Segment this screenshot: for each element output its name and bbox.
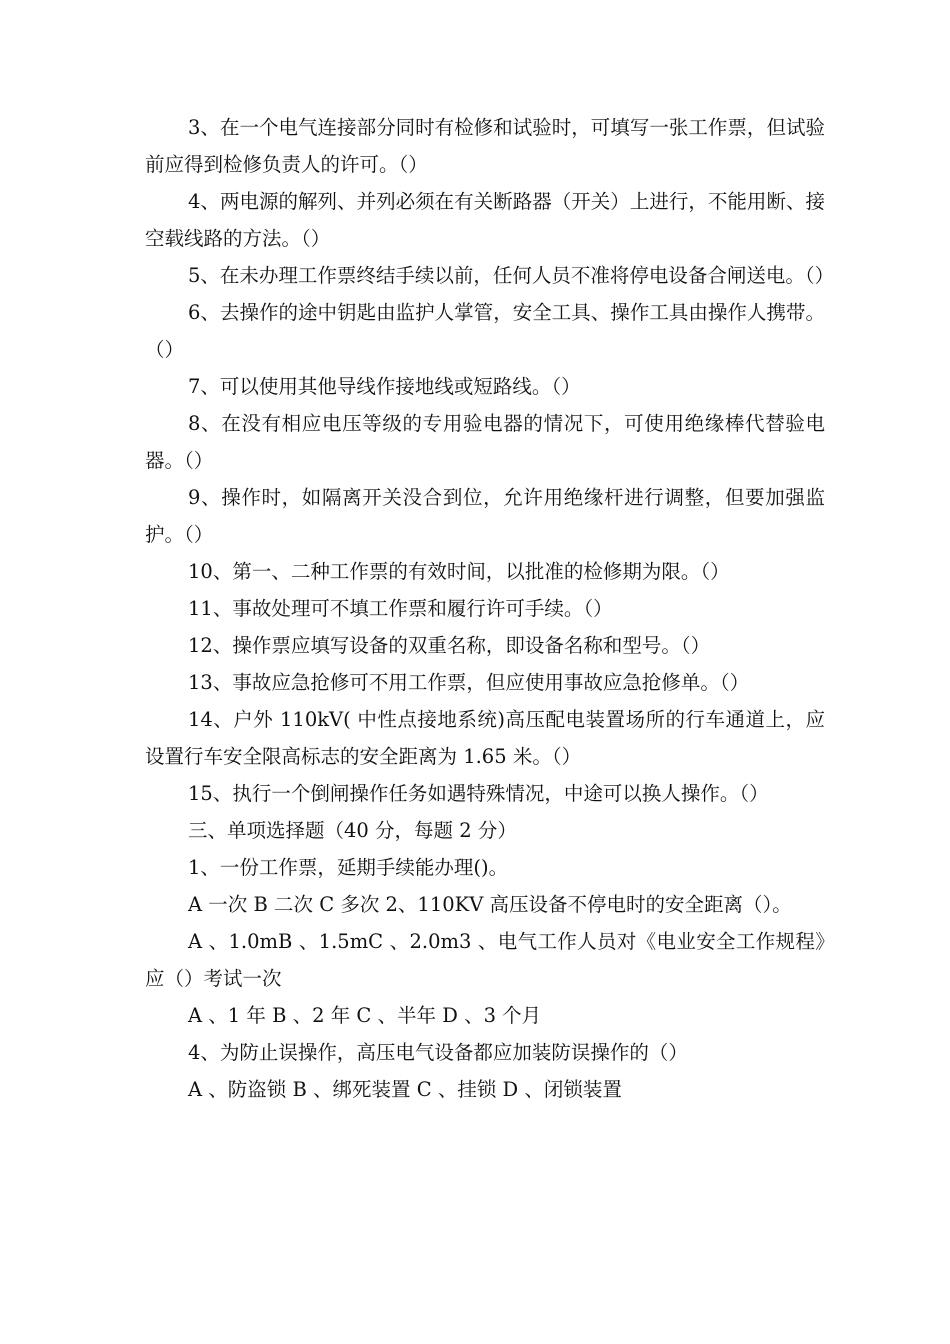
paragraph-q9: 9、操作时，如隔离开关没合到位，允许用绝缘杆进行调整，但要加强监护。（） bbox=[145, 486, 825, 546]
choice-options-2-and-question-3: A 、1.0mB 、1.5mC 、2.0m3 、电气工作人员对《电业安全工作规程》应（）考试一次 bbox=[145, 930, 825, 990]
paragraph-q6: 6、去操作的途中钥匙由监护人掌管，安全工具、操作工具由操作人携带。（） bbox=[145, 301, 825, 361]
document-body bbox=[145, 109, 835, 1108]
paragraph-q5: 5、在未办理工作票终结手续以前，任何人员不准将停电设备合闸送电。（） bbox=[188, 264, 835, 287]
choice-options-4: A 、防盗锁 B 、绑死装置 C 、挂锁 D 、闭锁装置 bbox=[188, 1078, 622, 1101]
paragraph-q7: 7、可以使用其他导线作接地线或短路线。（） bbox=[188, 375, 581, 398]
choice-options-1-and-question-2: A 一次 B 二次 C 多次 2、110KV 高压设备不停电时的安全距离（）。 bbox=[188, 893, 792, 916]
paragraph-q15: 15、执行一个倒闸操作任务如遇特殊情况，中途可以换人操作。（） bbox=[188, 782, 769, 805]
paragraph-q13: 13、事故应急抢修可不用工作票，但应使用事故应急抢修单。（） bbox=[188, 671, 750, 694]
paragraph-q14: 14、户外 110kV( 中性点接地系统)高压配电装置场所的行车通道上，应设置行车安全限高标志的安全距离为 1.65 米。（） bbox=[145, 708, 825, 768]
paragraph-q11: 11、事故处理可不填工作票和履行许可手续。（） bbox=[188, 597, 613, 620]
section-heading: 三、单项选择题（40 分，每题 2 分） bbox=[188, 819, 517, 842]
paragraph-q10: 10、第一、二种工作票的有效时间，以批准的检修期为限。（） bbox=[188, 560, 730, 583]
choice-options-3: A 、1 年 B 、2 年 C 、半年 D 、3 个月 bbox=[188, 1004, 542, 1027]
choice-question-1: 1、一份工作票，延期手续能办理()。 bbox=[188, 856, 509, 879]
paragraph-q4: 4、两电源的解列、并列必须在有关断路器（开关）上进行，不能用断、接空载线路的方法。（） bbox=[145, 190, 825, 250]
paragraph-q8: 8、在没有相应电压等级的专用验电器的情况下，可使用绝缘棒代替验电器。（） bbox=[145, 412, 825, 472]
choice-question-4: 4、为防止误操作，高压电气设备都应加装防误操作的（） bbox=[188, 1041, 688, 1064]
paragraph-q3: 3、在一个电气连接部分同时有检修和试验时，可填写一张工作票，但试验前应得到检修负责人的许可。（） bbox=[145, 116, 825, 176]
paragraph-q12: 12、操作票应填写设备的双重名称，即设备名称和型号。（） bbox=[188, 634, 711, 657]
